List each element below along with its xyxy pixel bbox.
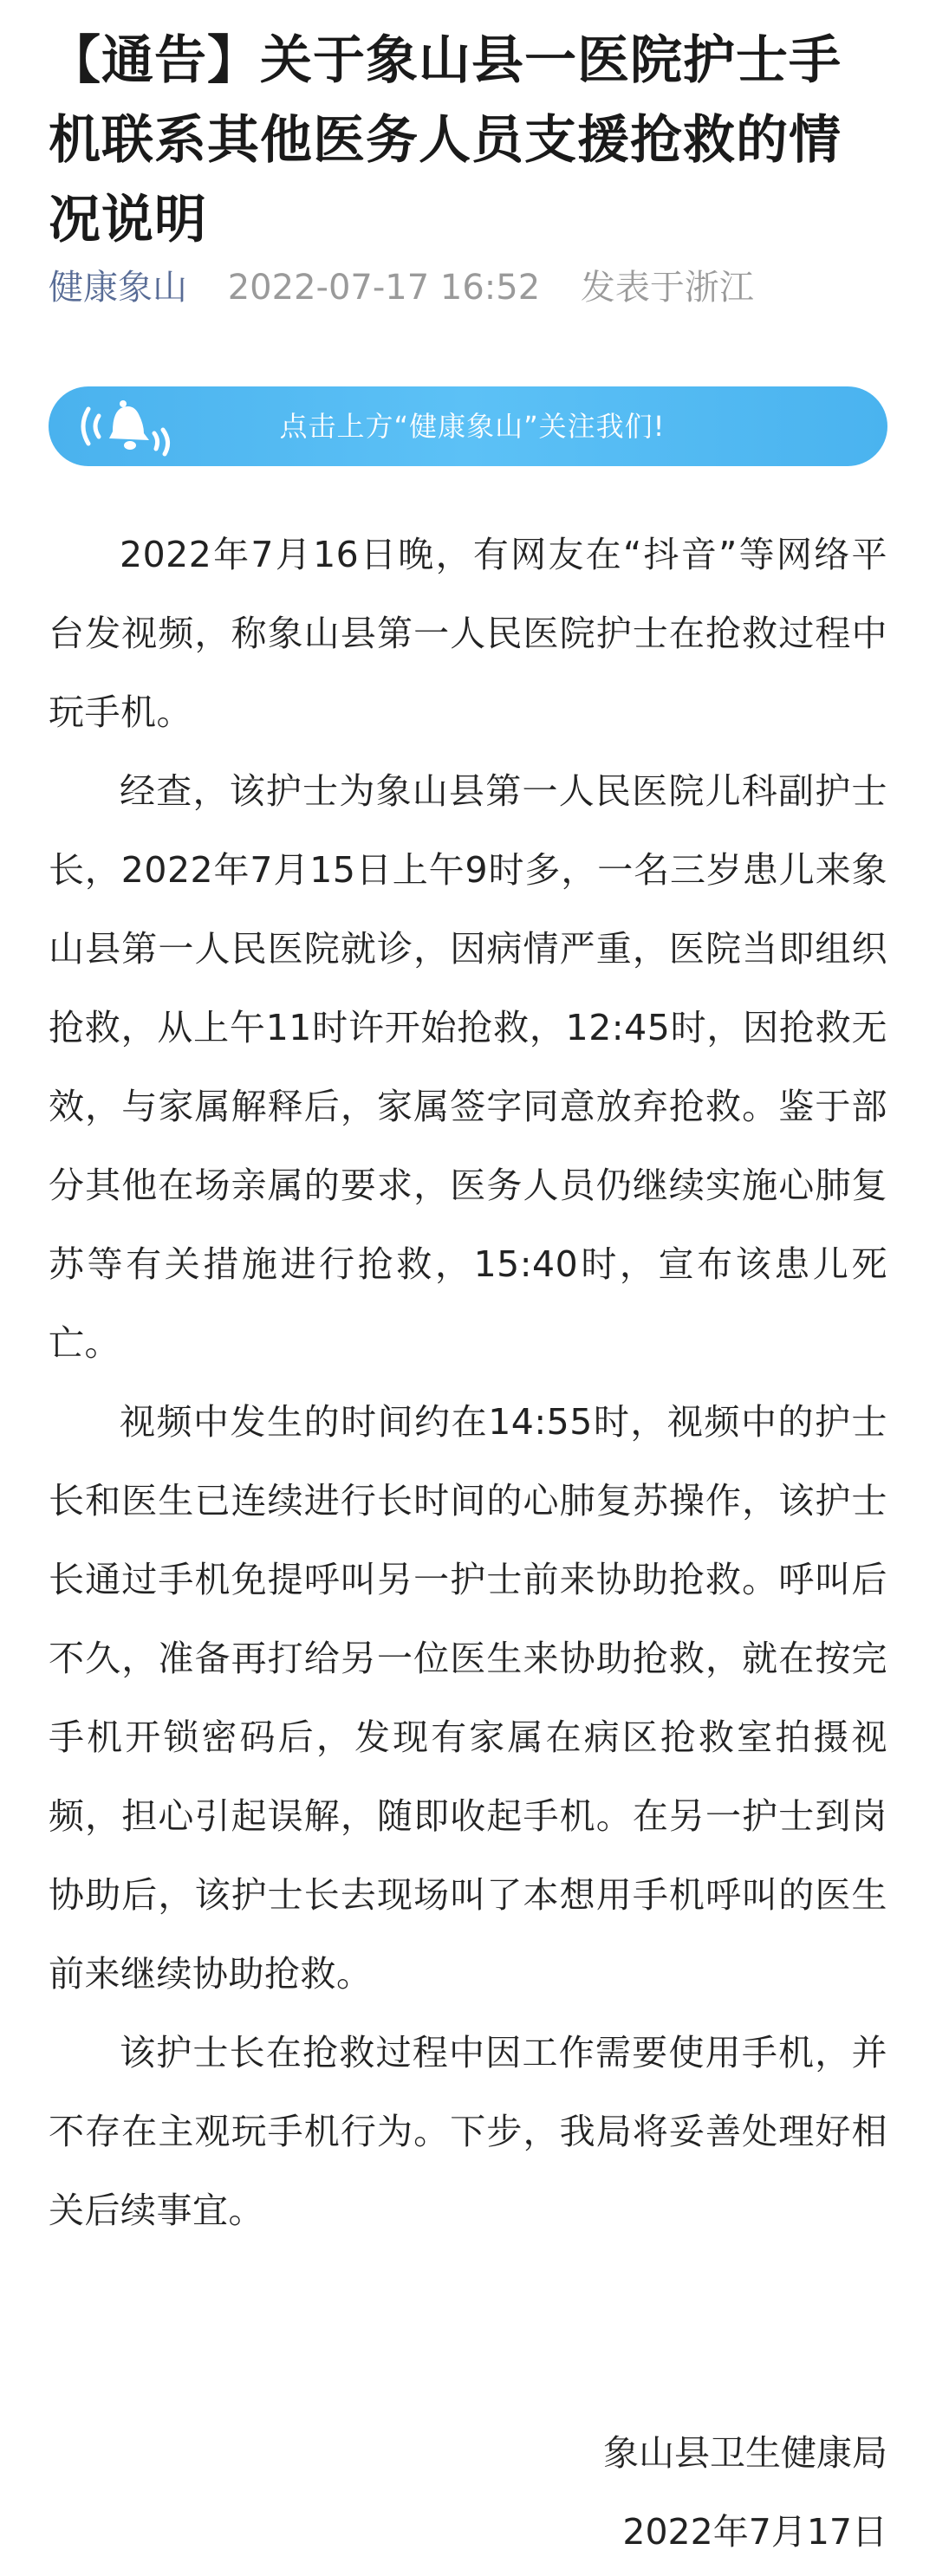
publish-date: 2022-07-17 16:52 <box>227 268 541 308</box>
signature-date: 2022年7月17日 <box>622 2511 887 2553</box>
article-body <box>49 516 887 2250</box>
article-title: 【通告】关于象山县一医院护士手机联系其他医务人员支援抢救的情况说明 <box>49 30 842 250</box>
paragraph-4: 该护士长在抢救过程中因工作需要使用手机，并不存在主观玩手机行为。下步，我局将妥善处理好相关后续事宜。 <box>49 2032 887 2231</box>
article <box>49 0 887 2553</box>
publish-location: 发表于浙江 <box>580 268 754 308</box>
paragraph-2: 经查，该护士为象山县第一人民医院儿科副护士长，2022年7月15日上午9时多，一名三岁患儿来象山县第一人民医院就诊，因病情严重，医院当即组织抢救，从上午11时许开始抢救，12:45时，因抢救无效，与家属解释后，家属签字同意放弃抢救。鉴于部分其他在场亲属的要求，医务人员仍继续实施心肺复苏等有关措施进行抢救，15:40时，宣布该患儿死亡。 <box>49 770 887 1364</box>
follow-banner[interactable] <box>49 386 887 466</box>
follow-banner-text: 点击上方“健康象山”关注我们! <box>279 410 666 443</box>
article-meta <box>49 262 754 314</box>
signature-org: 象山县卫生健康局 <box>603 2432 887 2474</box>
paragraph-3: 视频中发生的时间约在14:55时，视频中的护士长和医生已连续进行长时间的心肺复苏操作，该护士长通过手机免提呼叫另一护士前来协助抢救。呼叫后不久，准备再打给另一位医生来协助抢救，就在按完手机开锁密码后，发现有家属在病区抢救室拍摄视频，担心引起误解，随即收起手机。在另一护士到岗协助后，该护士长去现场叫了本想用手机呼叫的医生前来继续协助抢救。 <box>49 1401 887 1995</box>
paragraph-1: 2022年7月16日晚，有网友在“抖音”等网络平台发视频，称象山县第一人民医院护士在抢救过程中玩手机。 <box>49 534 887 733</box>
account-name-link[interactable]: 健康象山 <box>49 268 187 308</box>
